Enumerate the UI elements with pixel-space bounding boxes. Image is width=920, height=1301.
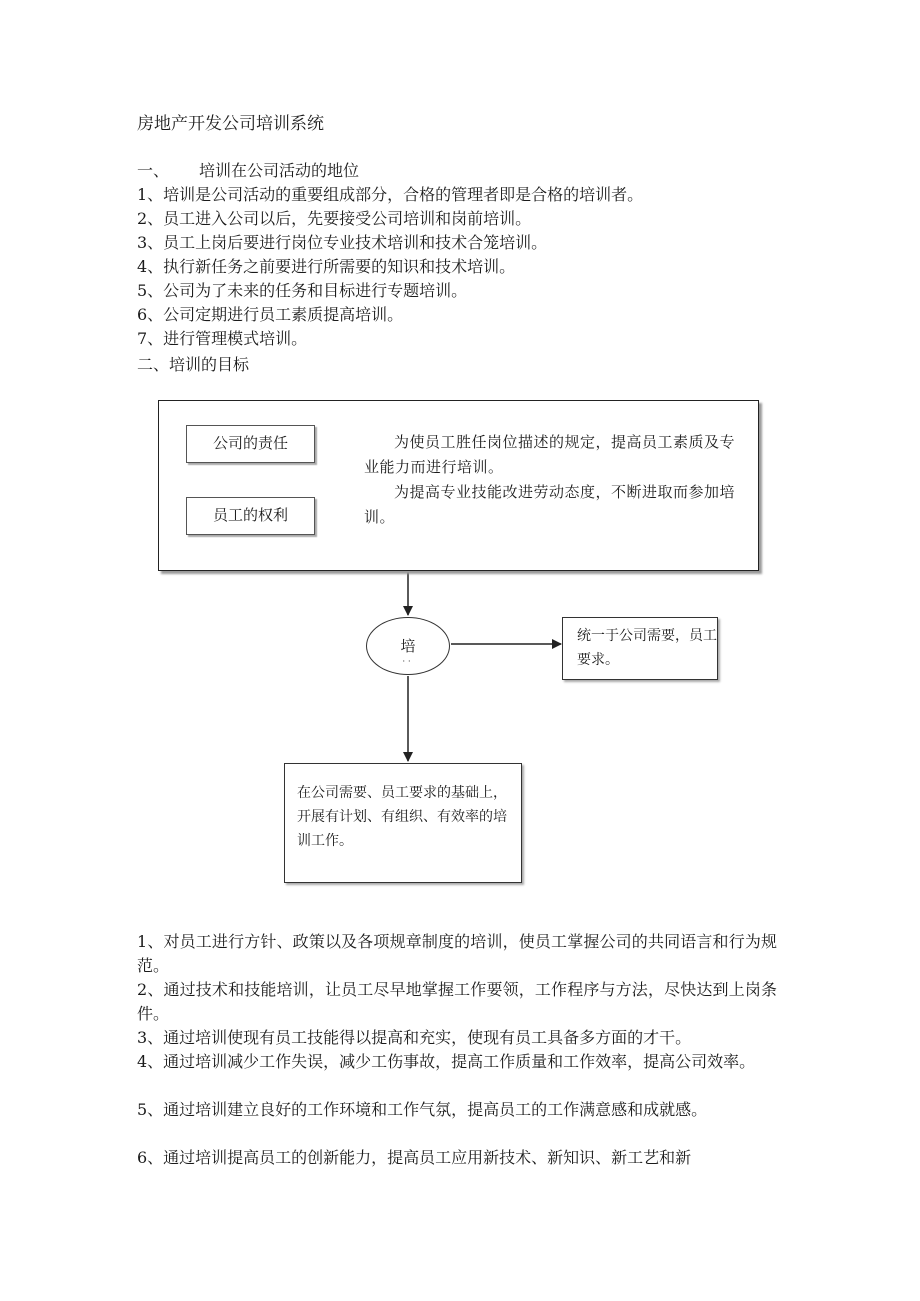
- list-item: 7、进行管理模式培训。: [137, 329, 308, 348]
- list-item: 1、对员工进行方针、政策以及各项规章制度的培训，使员工掌握公司的共同语言和行为规范。: [137, 932, 777, 975]
- rights-text: 为提高专业技能改进劳动态度，不断进取而参加培训。: [364, 483, 736, 526]
- section-number: 一、: [137, 161, 170, 180]
- responsibility-box: 公司的责任: [186, 425, 315, 463]
- training-work-box: 在公司需要、员工要求的基础上，开展有计划、有组织、有效率的培训工作。: [284, 763, 522, 883]
- objective-list: [137, 930, 777, 1170]
- responsibility-text: 为使员工胜任岗位描述的规定，提高员工素质及专业能力而进行培训。: [364, 433, 736, 476]
- section-heading-1: [137, 159, 359, 183]
- list-item: 6、通过培训提高员工的创新能力，提高员工应用新技术、新知识、新工艺和新: [137, 1148, 692, 1167]
- list-item: 3、员工上岗后要进行岗位专业技术培训和技术合笼培训。: [137, 233, 548, 252]
- training-node-label: 培: [400, 637, 416, 655]
- role-list: [137, 183, 643, 351]
- goal-description: [364, 430, 739, 530]
- list-item: 4、通过培训减少工作失误，减少工伤事故，提高工作质量和工作效率，提高公司效率。: [137, 1052, 756, 1071]
- list-item: 5、公司为了未来的任务和目标进行专题培训。: [137, 281, 468, 300]
- section-heading-2: 二、培训的目标: [137, 355, 250, 374]
- unified-needs-box: 统一于公司需要，员工要求。: [562, 617, 718, 680]
- rights-box: 员工的权利: [186, 497, 315, 535]
- list-item: 6、公司定期进行员工素质提高培训。: [137, 305, 404, 324]
- list-item: 3、通过培训使现有员工技能得以提高和充实，使现有员工具备多方面的才干。: [137, 1028, 692, 1047]
- training-node: [366, 617, 450, 675]
- list-item: 4、执行新任务之前要进行所需要的知识和技术培训。: [137, 257, 516, 276]
- list-item: 2、通过技术和技能培训，让员工尽早地掌握工作要领，工作程序与方法，尽快达到上岗条件。: [137, 980, 777, 1023]
- list-item: 5、通过培训建立良好的工作环境和工作气氛，提高员工的工作满意感和成就感。: [137, 1100, 708, 1119]
- training-node-dots: ··: [402, 657, 414, 666]
- list-item: 1、培训是公司活动的重要组成部分，合格的管理者即是合格的培训者。: [137, 185, 644, 204]
- section-heading-text: 培训在公司活动的地位: [199, 161, 360, 180]
- list-item: 2、员工进入公司以后，先要接受公司培训和岗前培训。: [137, 209, 532, 228]
- page-title: 房地产开发公司培训系统: [137, 114, 324, 134]
